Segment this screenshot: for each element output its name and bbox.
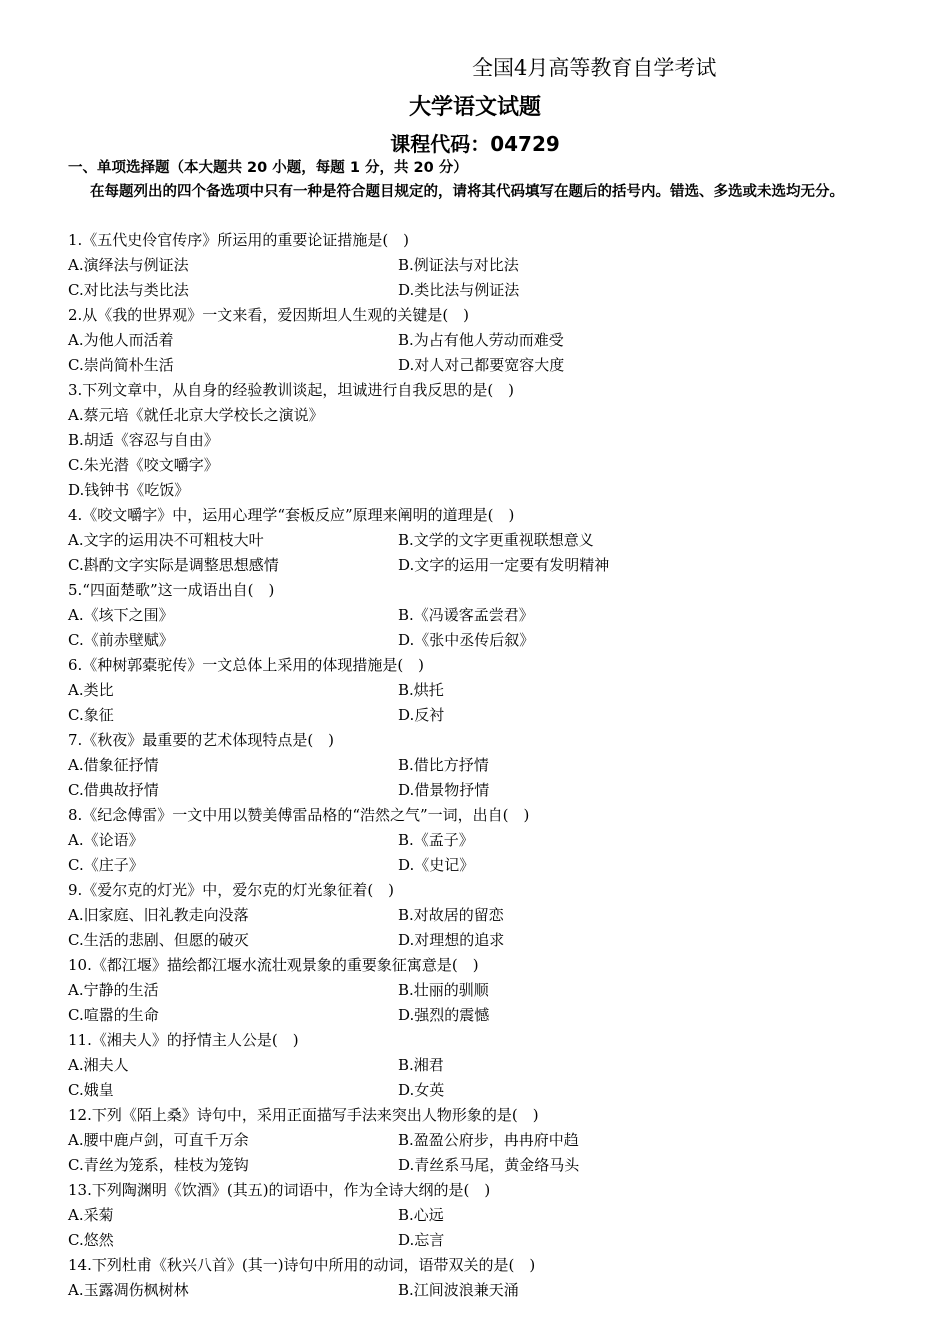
answer-option: A.演绎法与例证法: [68, 256, 189, 274]
answer-option: A.腰中鹿卢剑，可直千万余: [68, 1131, 249, 1149]
answer-option: D.强烈的震憾: [398, 1006, 490, 1024]
question-stem: 10.《都江堰》描绘都江堰水流壮观景象的重要象征寓意是( ): [68, 956, 479, 974]
answer-option: A.蔡元培《就任北京大学校长之演说》: [68, 406, 324, 424]
answer-option: C.喧嚣的生命: [68, 1006, 159, 1024]
answer-option: C.斟酌文字实际是调整思想感情: [68, 556, 279, 574]
answer-option: D.女英: [398, 1081, 445, 1099]
option-row: [68, 1003, 908, 1028]
answer-option: C.借典故抒情: [68, 781, 159, 799]
question-stem: 14.下列杜甫《秋兴八首》(其一)诗句中所用的动词，语带双关的是( ): [68, 1256, 536, 1274]
answer-option: D.《史记》: [398, 856, 475, 874]
answer-option: D.对人对己都要宽容大度: [398, 356, 565, 374]
answer-option: B.《孟子》: [398, 831, 474, 849]
answer-option: A.类比: [68, 681, 114, 699]
answer-option: B.胡适《容忍与自由》: [68, 431, 219, 449]
option-row: [68, 553, 908, 578]
answer-option: A.文字的运用决不可粗枝大叶: [68, 531, 264, 549]
answer-option: B.《冯谖客孟尝君》: [398, 606, 534, 624]
question-stem: 11.《湘夫人》的抒情主人公是( ): [68, 1031, 299, 1049]
answer-option: C.生活的悲剧、但愿的破灭: [68, 931, 249, 949]
question-stem: 4.《咬文嚼字》中，运用心理学“套板反应”原理来阐明的道理是( ): [68, 506, 515, 524]
answer-option: B.心远: [398, 1206, 444, 1224]
answer-option: B.烘托: [398, 681, 444, 699]
answer-option: D.忘言: [398, 1231, 445, 1249]
option-row: [68, 753, 908, 778]
option-row: [68, 1153, 908, 1178]
answer-option: A.玉露凋伤枫树林: [68, 1281, 189, 1299]
option-row: [68, 328, 908, 353]
option-row: [68, 353, 908, 378]
answer-option: C.青丝为笼系，桂枝为笼钩: [68, 1156, 249, 1174]
answer-option: B.壮丽的驯顺: [398, 981, 489, 999]
answer-option: C.象征: [68, 706, 114, 724]
course-code: 课程代码：04729: [390, 132, 560, 156]
question-stem: 5.“四面楚歌”这一成语出自( ): [68, 581, 275, 599]
answer-option: A.《垓下之围》: [68, 606, 174, 624]
answer-option: B.借比方抒情: [398, 756, 489, 774]
answer-option: C.朱光潜《咬文嚼字》: [68, 456, 219, 474]
answer-option: C.对比法与类比法: [68, 281, 189, 299]
answer-option: B.湘君: [398, 1056, 444, 1074]
answer-option: B.为占有他人劳动而难受: [398, 331, 564, 349]
answer-option: B.例证法与对比法: [398, 256, 519, 274]
answer-option: D.类比法与例证法: [398, 281, 520, 299]
answer-option: B.文学的文字更重视联想意义: [398, 531, 594, 549]
question-stem: 7.《秋夜》最重要的艺术体现特点是( ): [68, 731, 335, 749]
answer-option: D.青丝系马尾，黄金络马头: [398, 1156, 580, 1174]
answer-option: A.采菊: [68, 1206, 114, 1224]
option-row: [68, 1053, 908, 1078]
question-stem: 12.下列《陌上桑》诗句中，采用正面描写手法来突出人物形象的是( ): [68, 1106, 539, 1124]
option-row: [68, 603, 908, 628]
question-stem: 3.下列文章中，从自身的经验教训谈起，坦诚进行自我反思的是( ): [68, 381, 515, 399]
answer-option: A.湘夫人: [68, 1056, 129, 1074]
answer-option: D.文字的运用一定要有发明精神: [398, 556, 610, 574]
option-row: [68, 628, 908, 653]
option-row: [68, 1228, 908, 1253]
option-row: [68, 1203, 908, 1228]
option-row: [68, 528, 908, 553]
answer-option: D.借景物抒情: [398, 781, 490, 799]
option-row: [68, 978, 908, 1003]
answer-option: D.钱钟书《吃饭》: [68, 481, 190, 499]
option-row: [68, 828, 908, 853]
answer-option: A.旧家庭、旧礼教走向没落: [68, 906, 249, 924]
answer-option: D.反衬: [398, 706, 445, 724]
answer-option: C.悠然: [68, 1231, 114, 1249]
question-stem: 1.《五代史伶官传序》所运用的重要论证措施是( ): [68, 231, 410, 249]
answer-option: D.对理想的追求: [398, 931, 505, 949]
option-row: [68, 703, 908, 728]
option-row: [68, 1278, 908, 1303]
option-row: [68, 1128, 908, 1153]
question-stem: 13.下列陶渊明《饮酒》(其五)的词语中，作为全诗大纲的是( ): [68, 1181, 491, 1199]
answer-option: C.《庄子》: [68, 856, 144, 874]
option-row: [68, 853, 908, 878]
answer-option: A.借象征抒情: [68, 756, 159, 774]
answer-option: B.盈盈公府步，冉冉府中趋: [398, 1131, 579, 1149]
section-heading: 一、单项选择题（本大题共 20 小题，每题 1 分，共 20 分）: [68, 160, 468, 176]
option-row: [68, 678, 908, 703]
option-row: [68, 1078, 908, 1103]
answer-option: B.对故居的留恋: [398, 906, 504, 924]
question-stem: 8.《纪念傅雷》一文中用以赞美傅雷品格的“浩然之气”一词，出自( ): [68, 806, 530, 824]
question-stem: 9.《爱尔克的灯光》中，爱尔克的灯光象征着( ): [68, 881, 395, 899]
answer-option: A.《论语》: [68, 831, 144, 849]
answer-option: A.宁静的生活: [68, 981, 159, 999]
option-row: [68, 278, 908, 303]
answer-option: C.《前赤壁赋》: [68, 631, 174, 649]
option-row: [68, 253, 908, 278]
answer-option: B.江间波浪兼天涌: [398, 1281, 519, 1299]
answer-option: C.崇尚简朴生活: [68, 356, 174, 374]
section-instruction: 在每题列出的四个备选项中只有一种是符合题目规定的，请将其代码填写在题后的括号内。错选、多选或未选均无分。: [90, 184, 844, 200]
answer-option: D.《张中丞传后叙》: [398, 631, 535, 649]
question-list: [68, 228, 908, 1303]
answer-option: C.娥皇: [68, 1081, 114, 1099]
exam-name: 全国4月高等教育自学考试: [472, 56, 717, 80]
question-stem: 6.《种树郭橐驼传》一文总体上采用的体现措施是( ): [68, 656, 425, 674]
option-row: [68, 928, 908, 953]
option-row: [68, 903, 908, 928]
question-stem: 2.从《我的世界观》一文来看，爱因斯坦人生观的关键是( ): [68, 306, 470, 324]
page-title: 大学语文试题: [408, 95, 541, 120]
answer-option: A.为他人而活着: [68, 331, 174, 349]
option-row: [68, 778, 908, 803]
